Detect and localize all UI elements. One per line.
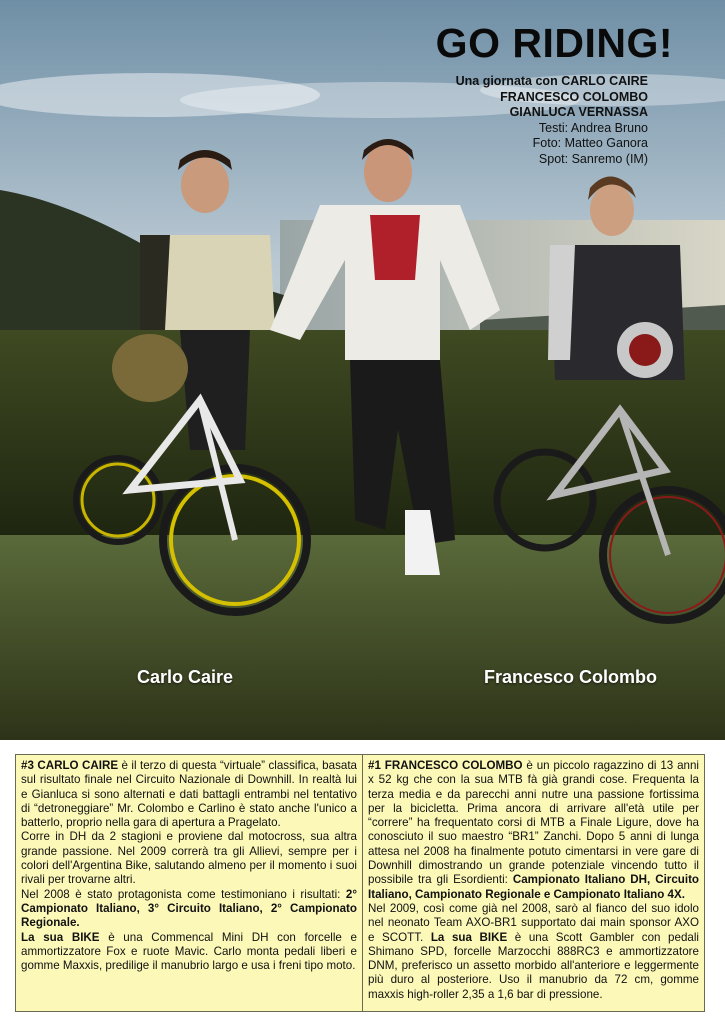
intro-prefix: Una giornata con bbox=[455, 74, 562, 88]
right-p2-text: Nel 2009, così come già nel 2008, sarò al fianco del suo idolo nel neonato Team AXO-BR1 supportato dai main sponsor AXO e SCOTT. bbox=[368, 901, 699, 944]
right-p2-lead: La sua BIKE bbox=[430, 930, 508, 944]
right-p1-rest: è un piccolo ragazzino di 13 anni x 52 kg che con la sua MTB fà già grandi cose. Frequenta la terza media e da parecchi anni nutre una passione fortissima per la bicicletta. Prima ancora di arrivare all'età utile per “correre” ha frequentato corsi di MTB a Finale Ligure, dove ha conosciuto il suo maestro “BR1” Zanchi. Dopo 5 anni di lunga attesa nel 2008 ha finalmente potuto cimentarsi in vere gare di Downhill dimostrando un grande potenziale vincendo tutto il possibile tra gli Esordienti: bbox=[368, 759, 700, 887]
rider-name-3: GIANLUCA VERNASSA bbox=[509, 105, 648, 119]
photos-credit: Foto: Matteo Ganora bbox=[532, 136, 648, 150]
intro-line bbox=[456, 74, 648, 90]
right-p1-results: Campionato Italiano DH, Circuito Italiano, Campionato Regionale e Campionato Italiano 4X. bbox=[368, 873, 700, 901]
left-p4-rest: è una Commencal Mini DH con forcelle e ammortizzatore Fox e ruote Mavic. Carlo monta pedali liberi e gomme Maxxis, predilige il manubrio largo e usa i freni tipo moto. bbox=[21, 930, 357, 973]
left-paragraph-3 bbox=[21, 888, 357, 931]
caption-right: Francesco Colombo bbox=[484, 667, 658, 687]
right-p2-rest: è una Scott Gambler con pedali Shimano SPD, forcelle Marzocchi 888RC3 e ammortizzatore DNM, preferisco un assetto morbido all'anteriore e leggermente più duro al posteriore. Uso il manubrio da 72 cm, gomme maxxis high-roller 2,35 a 1,6 bar di pressione. bbox=[368, 930, 699, 1001]
column-right bbox=[362, 755, 704, 1011]
texts-credit: Testi: Andrea Bruno bbox=[538, 120, 648, 135]
left-paragraph-2: Corre in DH da 2 stagioni e proviene dal motocross, sua altra grande passione. Nel 2009 correrà tra gli Allievi, sempre per i colori dell'Argentina Bike, salutando almeno per il momento i suoi rivali per trovarne altri. bbox=[21, 830, 357, 887]
column-left bbox=[16, 755, 362, 1011]
page-title: GO RIDING! bbox=[435, 20, 673, 66]
caption-left: Carlo Caire bbox=[137, 667, 234, 687]
left-p1-lead: #3 CARLO CAIRE bbox=[21, 759, 119, 772]
article-box bbox=[15, 754, 705, 1012]
right-paragraph-1 bbox=[368, 759, 699, 902]
left-p1-rest: è il terzo di questa “virtuale” classifica, basata sul risultato finale nel Circuito Nazionale di Downhill. In realtà lui e Gianluca si sono alternati e dati battagli entrambi nel tentativo di “detroneggiare” Mr. Colombo e Carlino è stato anche l'unico a batterlo, proprio nella gara di apertura a Pragelato. bbox=[21, 759, 357, 830]
spot-credit: Spot: Sanremo (IM) bbox=[538, 151, 648, 166]
credits-block bbox=[456, 74, 648, 167]
left-p4-lead: La sua BIKE bbox=[21, 930, 100, 944]
left-p3-results: 2° Campionato Italiano, 3° Circuito Italiano, 2° Campionato Regionale. bbox=[21, 887, 357, 930]
right-paragraph-2 bbox=[368, 902, 699, 1002]
left-paragraph-4 bbox=[21, 931, 357, 974]
rider-name-2: FRANCESCO COLOMBO bbox=[500, 89, 648, 104]
left-paragraph-1 bbox=[21, 759, 357, 830]
left-p3-text: Nel 2008 è stato protagonista come testimoniano i risultati: bbox=[21, 887, 346, 901]
right-p1-lead: #1 FRANCESCO COLOMBO bbox=[368, 759, 523, 772]
rider-name-1: CARLO CAIRE bbox=[561, 74, 648, 88]
